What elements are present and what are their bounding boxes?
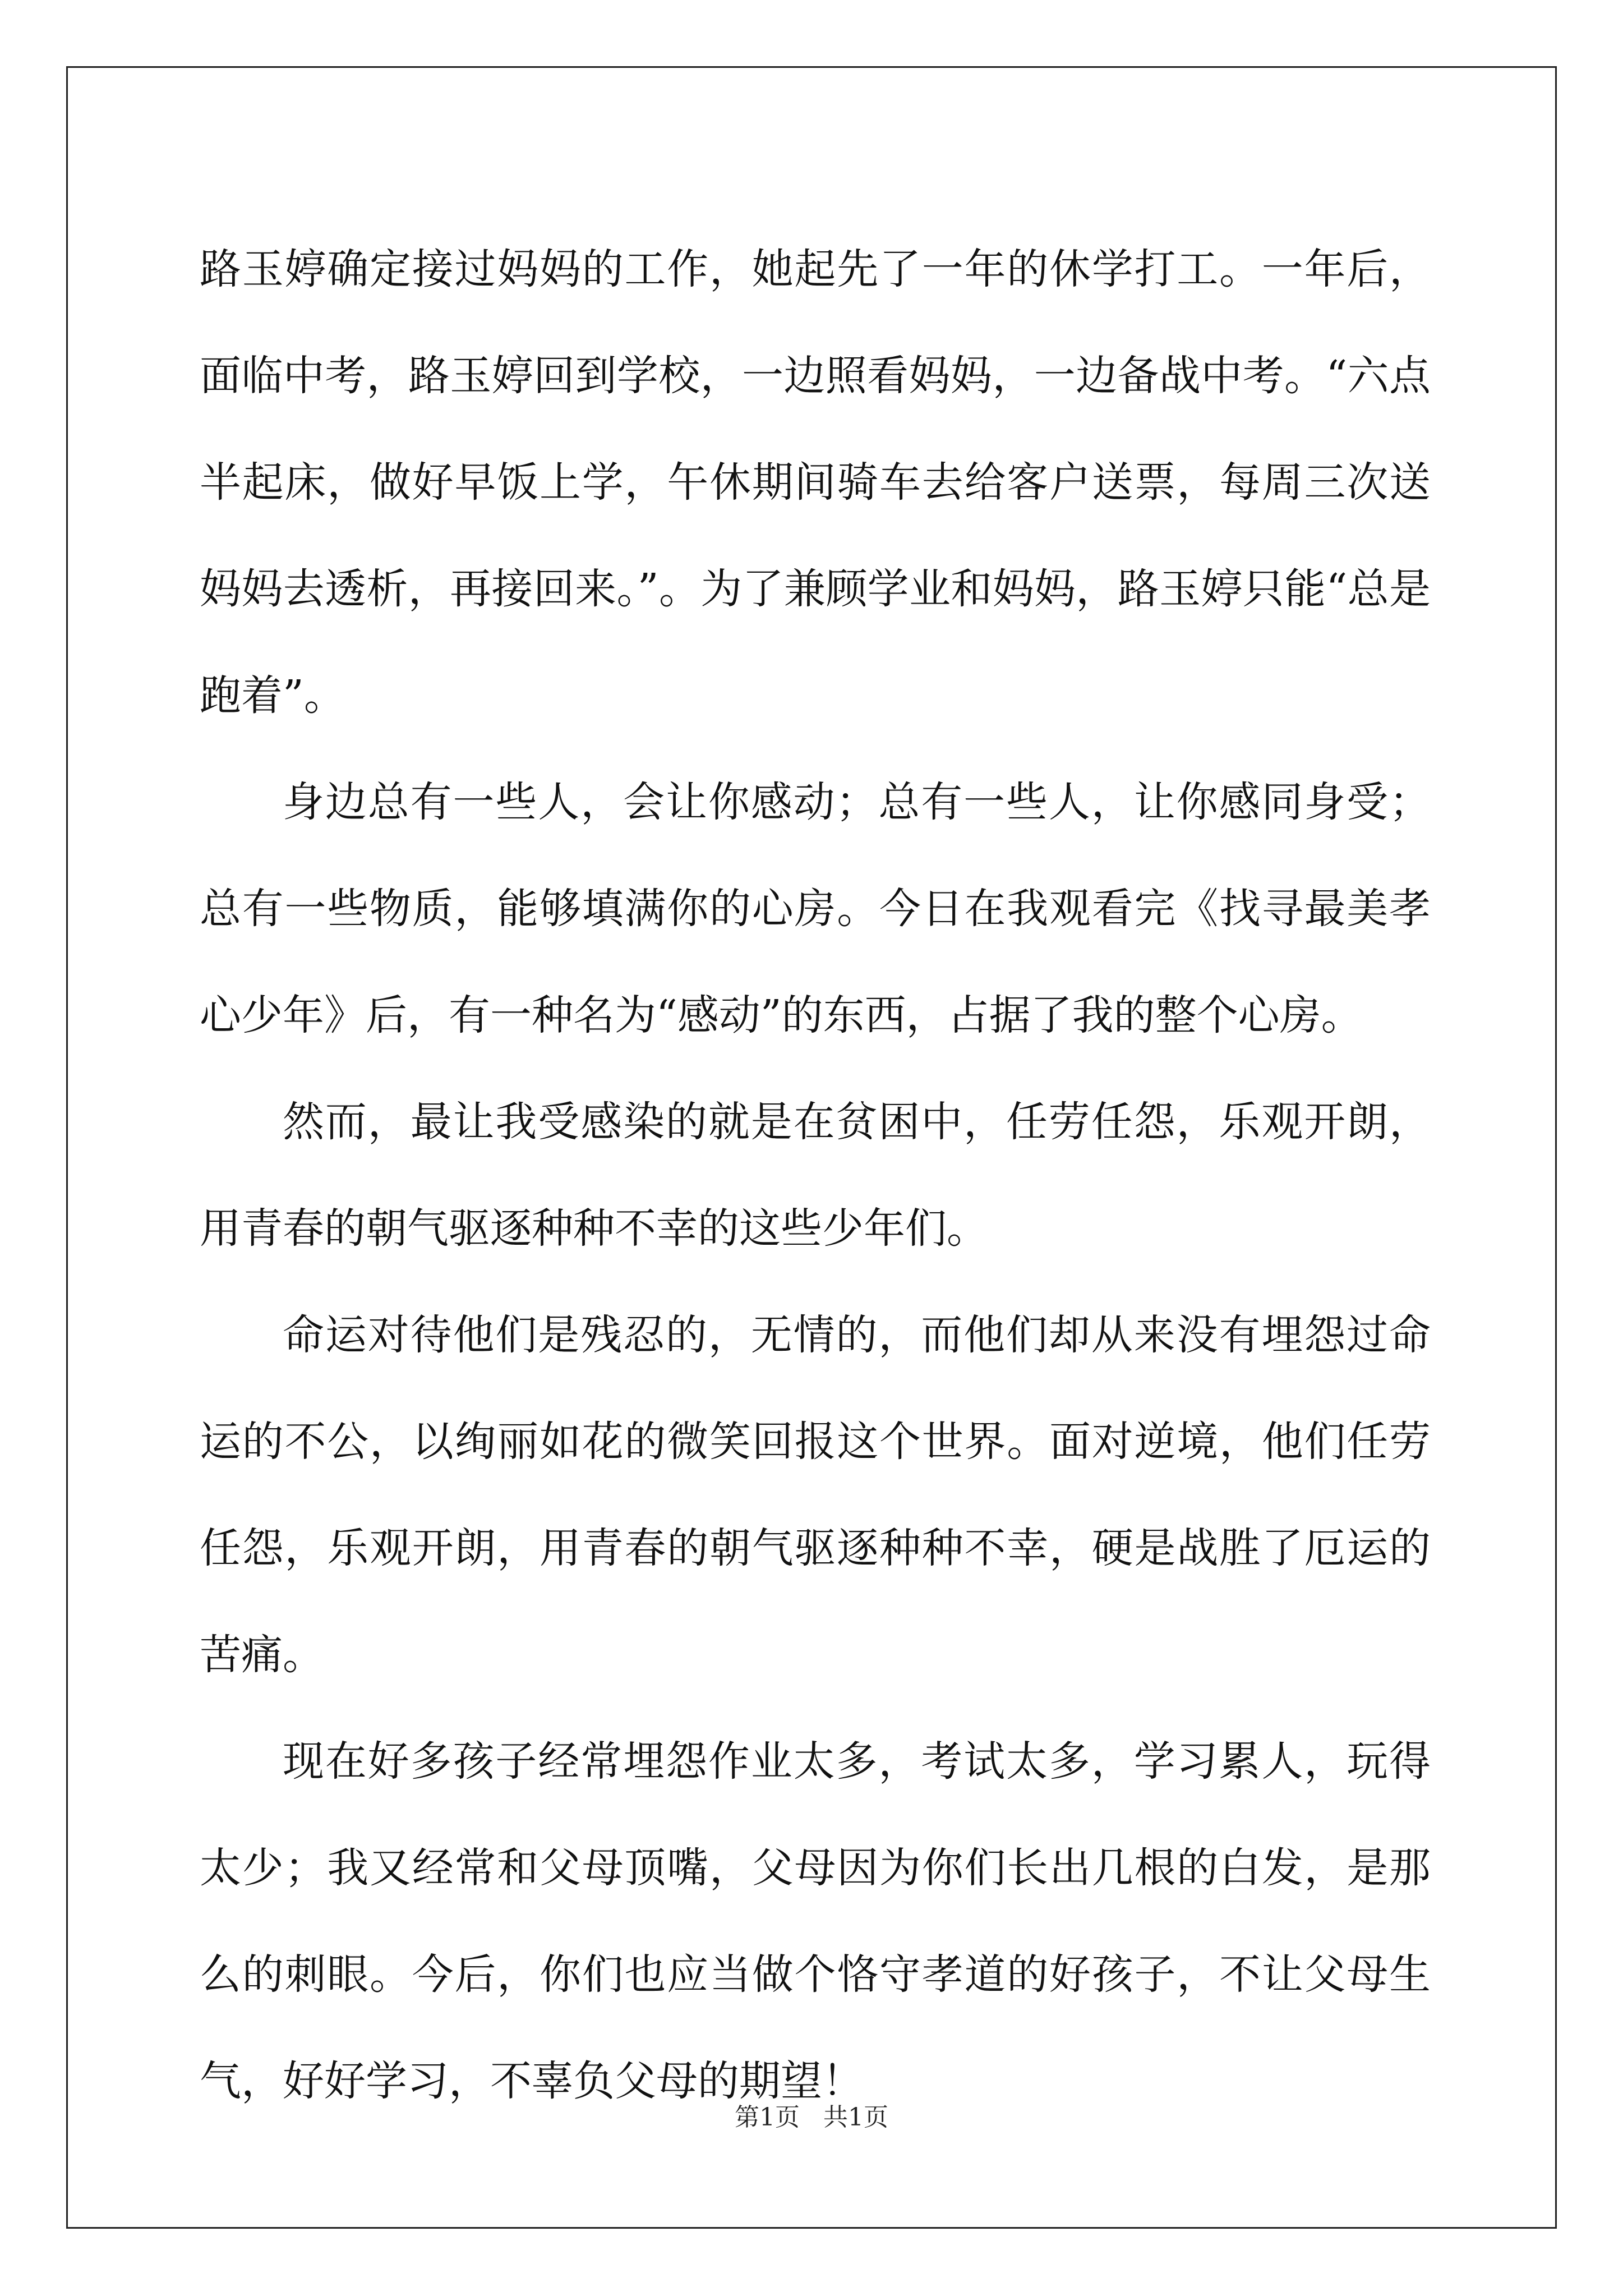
paragraph-3: 然而，最让我受感染的就是在贫困中，任劳任怨，乐观开朗，用青春的朝气驱逐种种不幸的这些少年们。 (200, 1098, 1431, 1253)
document-body (200, 216, 1431, 2134)
page-total: 共1页 (823, 2103, 888, 2132)
footer-spacer (800, 2103, 823, 2132)
paragraph-2: 身边总有一些人，会让你感动；总有一些人，让你感同身受；总有一些物质，能够填满你的心房。今日在我观看完《找寻最美孝心少年》后，有一种名为“感动”的东西，占据了我的整个心房。 (200, 778, 1431, 1039)
paragraph-1: 路玉婷确定接过妈妈的工作，她起先了一年的休学打工。一年后，面临中考，路玉婷回到学校，一边照看妈妈，一边备战中考。“六点半起床，做好早饭上学，午休期间骑车去给客户送票，每周三次送妈妈去透析，再接回来。”。为了兼顾学业和妈妈，路玉婷只能“总是跑着”。 (200, 245, 1431, 720)
paragraph-4: 命运对待他们是残忍的，无情的，而他们却从来没有埋怨过命运的不公，以绚丽如花的微笑回报这个世界。面对逆境，他们任劳任怨，乐观开朗，用青春的朝气驱逐种种不幸，硬是战胜了厄运的苦痛。 (200, 1311, 1431, 1679)
paragraph-5: 现在好多孩子经常埋怨作业太多，考试太多，学习累人，玩得太少；我又经常和父母顶嘴，父母因为你们长出几根的白发，是那么的刺眼。今后，你们也应当做个恪守孝道的好孩子，不让父母生气，好好学习，不辜负父母的期望！ (200, 1737, 1431, 2105)
page-number: 第1页 (735, 2103, 800, 2132)
page-footer (0, 2101, 1623, 2134)
